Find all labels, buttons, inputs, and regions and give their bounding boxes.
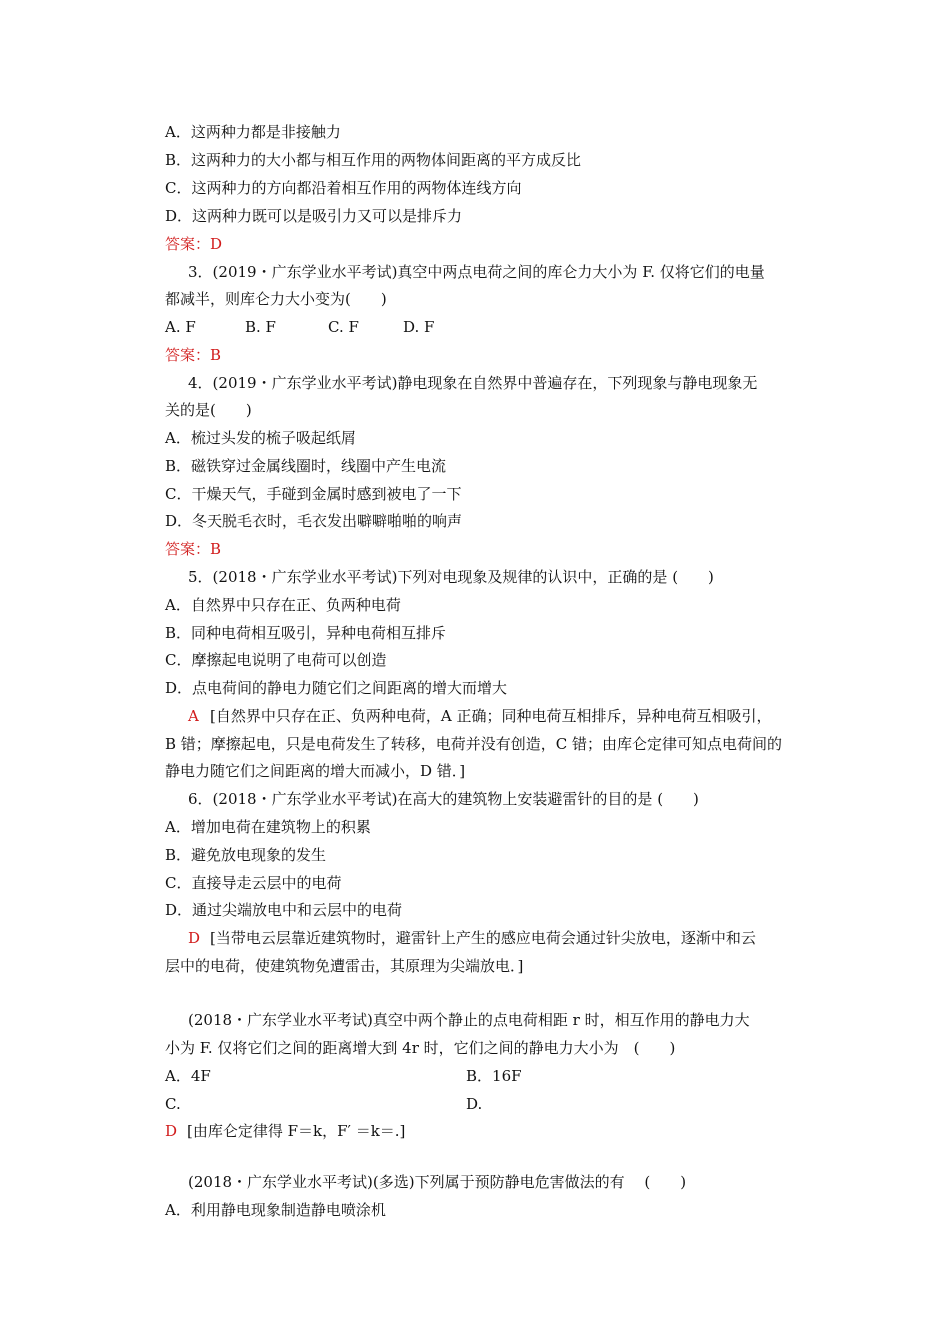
q7-explanation — [165, 1121, 825, 1141]
q7-options-row1 — [165, 1066, 825, 1086]
q3-option-b: B. F — [245, 318, 276, 336]
q4-stem-line2: 关的是( ) — [165, 401, 252, 419]
q6-option-d: D．通过尖端放电中和云层中的电荷 — [165, 901, 403, 919]
q5-explanation-line1 — [188, 706, 848, 726]
q2-answer: 答案：D — [165, 235, 223, 253]
q6-stem: 6．(2018・广东学业水平考试)在高大的建筑物上安装避雷针的目的是 ( ) — [188, 790, 699, 808]
q5-option-d: D．点电荷间的静电力随它们之间距离的增大而增大 — [165, 679, 508, 697]
q7-option-b: B．16F — [466, 1067, 522, 1085]
q4-stem-line1: 4．(2019・广东学业水平考试)静电现象在自然界中普遍存在，下列现象与静电现象无 — [188, 374, 758, 392]
q5-option-c: C．摩擦起电说明了电荷可以创造 — [165, 651, 387, 669]
q5-explanation-line2: B 错；摩擦起电，只是电荷发生了转移，电荷并没有创造，C 错；由库仑定律可知点电荷间的 — [165, 735, 783, 753]
q4-option-b: B．磁铁穿过金属线圈时，线圈中产生电流 — [165, 457, 447, 475]
q4-option-a: A．梳过头发的梳子吸起纸屑 — [165, 429, 356, 447]
q7-stem-line1: (2018・广东学业水平考试)真空中两个静止的点电荷相距 r 时，相互作用的静电力大 — [188, 1011, 750, 1029]
q7-option-d: D. — [466, 1095, 483, 1113]
q5-stem: 5．(2018・广东学业水平考试)下列对电现象及规律的认识中，正确的是 ( ) — [188, 568, 714, 586]
q6-answer-letter: D — [188, 929, 201, 947]
q8-stem: (2018・广东学业水平考试)(多选)下列属于预防静电危害做法的有 ( ) — [188, 1173, 687, 1191]
q8-option-a: A．利用静电现象制造静电喷涂机 — [165, 1201, 386, 1219]
q2-option-d: D．这两种力既可以是吸引力又可以是排斥力 — [165, 207, 463, 225]
q3-option-d: D. F — [403, 318, 435, 336]
q5-explanation-text: [自然界中只存在正、负两种电荷，A 正确；同种电荷互相排斥，异种电荷互相吸引， — [210, 707, 772, 725]
q6-option-c: C．直接导走云层中的电荷 — [165, 874, 342, 892]
q2-option-c: C．这两种力的方向都沿着相互作用的两物体连线方向 — [165, 179, 522, 197]
q7-explanation-text: [由库仑定律得 F＝k，F′ ＝k＝.] — [187, 1122, 406, 1140]
q6-explanation-text: [当带电云层靠近建筑物时，避雷针上产生的感应电荷会通过针尖放电，逐渐中和云 — [210, 929, 756, 947]
q7-option-c: C. — [165, 1095, 181, 1113]
q2-option-a: A．这两种力都是非接触力 — [165, 123, 341, 141]
q6-explanation-line1 — [188, 928, 848, 948]
q7-option-a: A．4F — [165, 1067, 211, 1085]
q4-option-d: D．冬天脱毛衣时，毛衣发出噼噼啪啪的响声 — [165, 512, 463, 530]
q6-option-b: B．避免放电现象的发生 — [165, 846, 327, 864]
q3-answer: 答案：B — [165, 346, 222, 364]
q3-option-a: A. F — [165, 318, 196, 336]
q3-stem-line2: 都减半，则库仑力大小变为( ) — [165, 290, 387, 308]
q3-options — [165, 317, 825, 337]
q3-stem-line1: 3．(2019・广东学业水平考试)真空中两点电荷之间的库仑力大小为 F. 仅将它们的电量 — [188, 263, 765, 281]
q5-option-a: A．自然界中只存在正、负两种电荷 — [165, 596, 401, 614]
q4-answer: 答案：B — [165, 540, 222, 558]
q4-option-c: C．干燥天气，手碰到金属时感到被电了一下 — [165, 485, 462, 503]
q6-option-a: A．增加电荷在建筑物上的积累 — [165, 818, 371, 836]
q5-answer-letter: A — [188, 707, 199, 725]
q7-options-row2 — [165, 1094, 825, 1114]
q5-option-b: B．同种电荷相互吸引，异种电荷相互排斥 — [165, 624, 447, 642]
q6-explanation-line2: 层中的电荷，使建筑物免遭雷击，其原理为尖端放电．] — [165, 957, 524, 975]
q7-stem-line2: 小为 F. 仅将它们之间的距离增大到 4r 时，它们之间的静电力大小为 ( ) — [165, 1039, 676, 1057]
q5-explanation-line3: 静电力随它们之间距离的增大而减小，D 错．] — [165, 762, 466, 780]
q2-option-b: B．这两种力的大小都与相互作用的两物体间距离的平方成反比 — [165, 151, 582, 169]
q3-option-c: C. F — [328, 318, 359, 336]
q7-answer-letter: D — [165, 1122, 178, 1140]
